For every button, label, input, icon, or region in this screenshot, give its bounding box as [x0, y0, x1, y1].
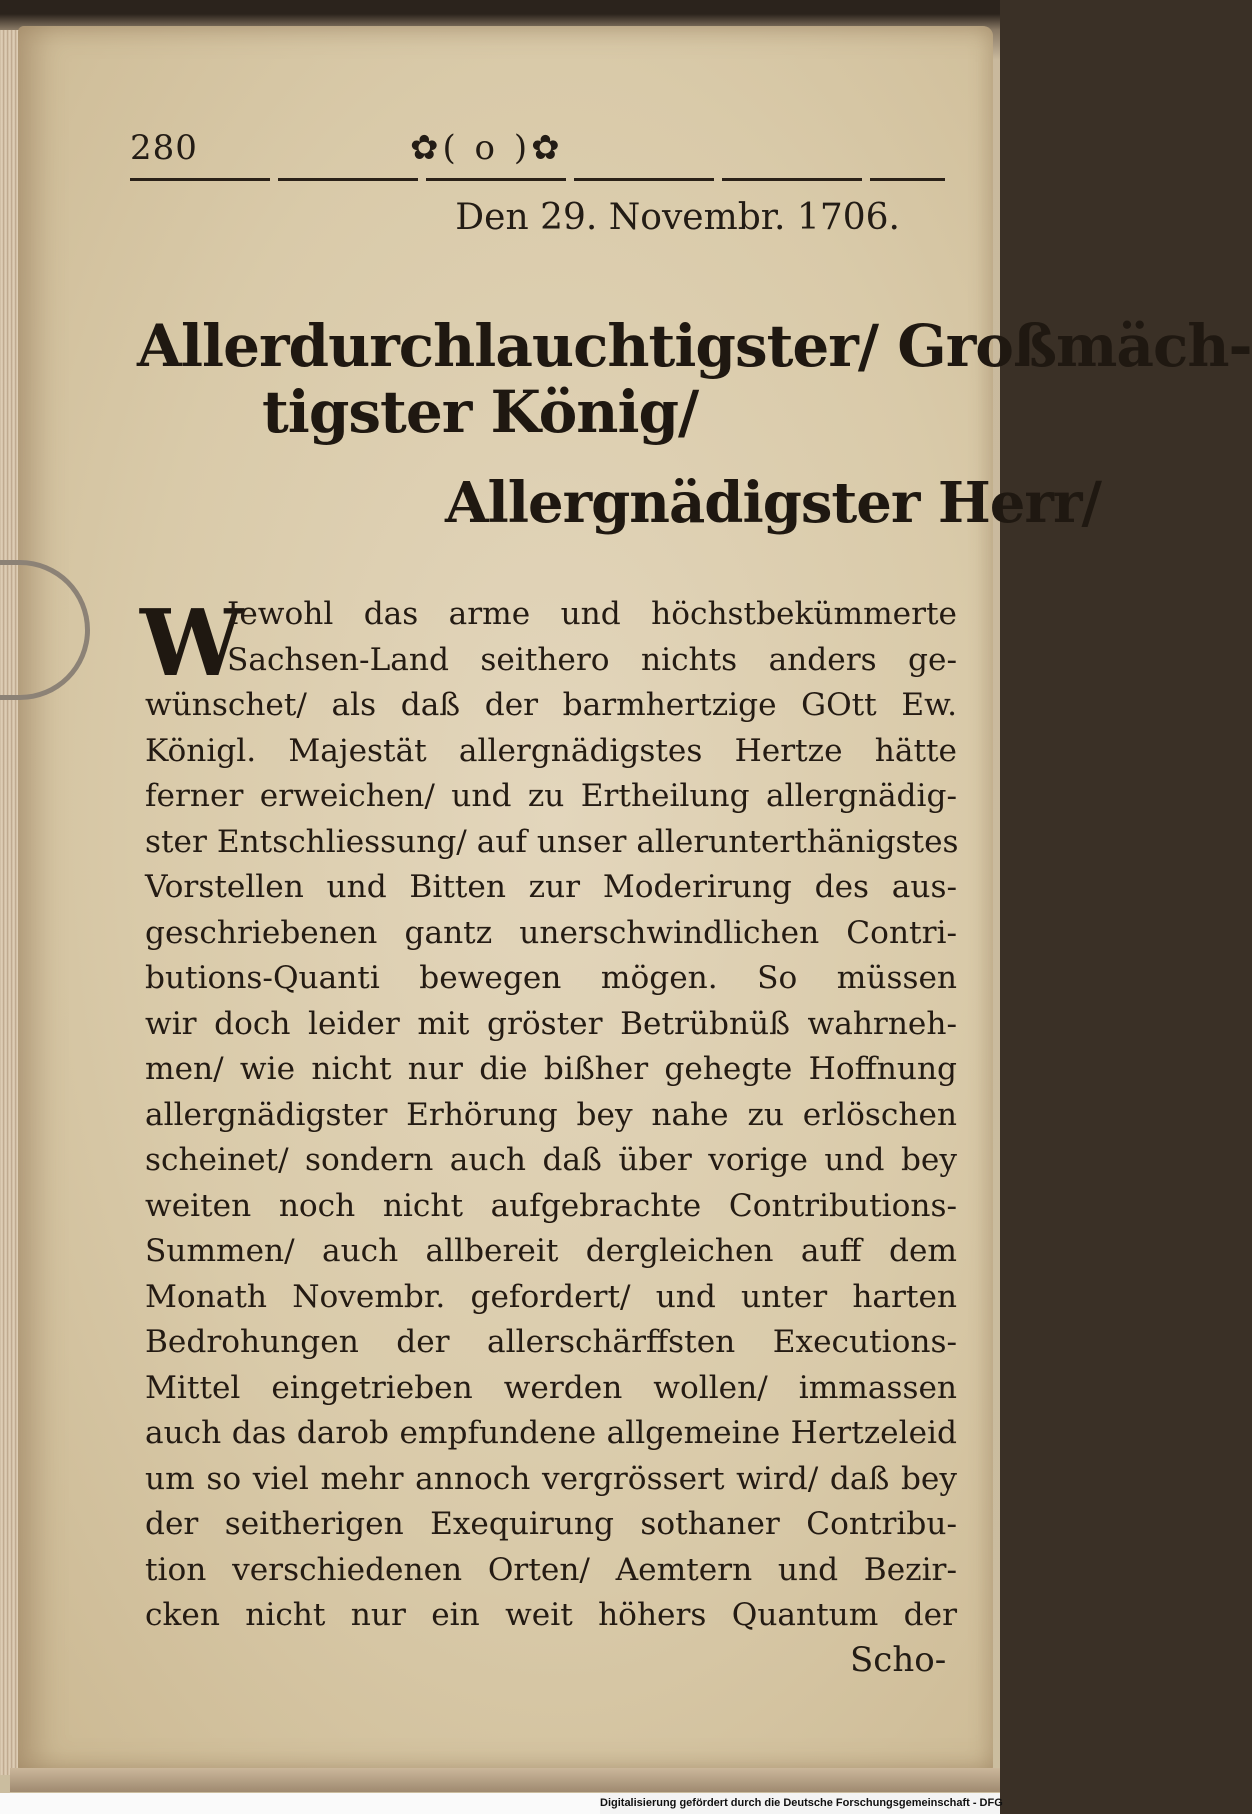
- body-line: scheinet/ sondern auch daß über vorige und bey: [145, 1142, 957, 1178]
- salutation-line-2: tigster König/: [262, 378, 699, 446]
- drop-initial: W: [140, 589, 244, 697]
- body-line: men/ wie nicht nur die bißher gehegte Hoffnung: [145, 1051, 957, 1087]
- catchword: Scho-: [850, 1640, 947, 1680]
- page-edge-bottom: [10, 1768, 1000, 1792]
- body-text: [145, 592, 957, 1639]
- letter-date: Den 29. Novembr. 1706.: [455, 197, 900, 238]
- body-line: cken nicht nur ein weit höhers Quantum der: [145, 1597, 957, 1633]
- body-line: Vorstellen und Bitten zur Moderirung des aus-: [145, 869, 957, 905]
- body-line: auch das darob empfundene allgemeine Hertzeleid: [145, 1415, 957, 1451]
- body-line: Sachsen-Land seithero nichts anders ge-: [227, 641, 957, 678]
- body-line: allergnädigster Erhörung bey nahe zu erlöschen: [145, 1096, 957, 1133]
- body-line: butions-Quanti bewegen mögen. So müssen: [145, 960, 957, 996]
- body-line: Iewohl das arme und höchstbekümmerte: [227, 596, 957, 632]
- body-line: ster Entschliessung/ auf unser allerunterthänigstes: [145, 823, 959, 860]
- body-line: wünschet/ als daß der barmhertzige GOtt Ew.: [145, 687, 957, 723]
- body-line: Mittel eingetrieben werden wollen/ immassen: [145, 1369, 957, 1406]
- body-line: Königl. Majestät allergnädigstes Hertze hätte: [145, 732, 957, 769]
- page-header: [130, 128, 945, 188]
- header-ornament: ✿( o )✿: [410, 128, 564, 168]
- body-line: Summen/ auch allbereit dergleichen auff dem: [145, 1233, 957, 1269]
- body-line: weiten noch nicht aufgebrachte Contributions-: [145, 1187, 957, 1224]
- salutation-line-1: Allerdurchlauchtigster/ Großmäch-: [137, 312, 1252, 380]
- dfg-credit: Digitalisierung gefördert durch die Deutsche Forschungsgemeinschaft - DFG: [600, 1793, 1000, 1814]
- body-line: Bedrohungen der allerschärffsten Executions-: [145, 1324, 957, 1360]
- body-line: ferner erweichen/ und zu Ertheilung allergnädig-: [145, 778, 957, 814]
- salutation-line-3: Allergnädigster Herr/: [445, 470, 1101, 536]
- page-edge-left: [0, 30, 20, 1775]
- page-number: 280: [130, 128, 198, 168]
- body-line: tion verschiedenen Orten/ Aemtern und Bezir-: [145, 1551, 957, 1588]
- body-line: Monath Novembr. gefordert/ und unter harten: [145, 1278, 957, 1315]
- body-line: geschriebenen gantz unerschwindlichen Contri-: [145, 914, 957, 951]
- footer-strip: [0, 1793, 600, 1814]
- header-rule: [130, 178, 945, 181]
- body-line: um so viel mehr annoch vergrössert wird/ daß bey: [145, 1460, 957, 1497]
- body-line: wir doch leider mit gröster Betrübnüß wahrneh-: [145, 1005, 957, 1042]
- body-line: der seitherigen Exequirung sothaner Contribu-: [145, 1506, 957, 1542]
